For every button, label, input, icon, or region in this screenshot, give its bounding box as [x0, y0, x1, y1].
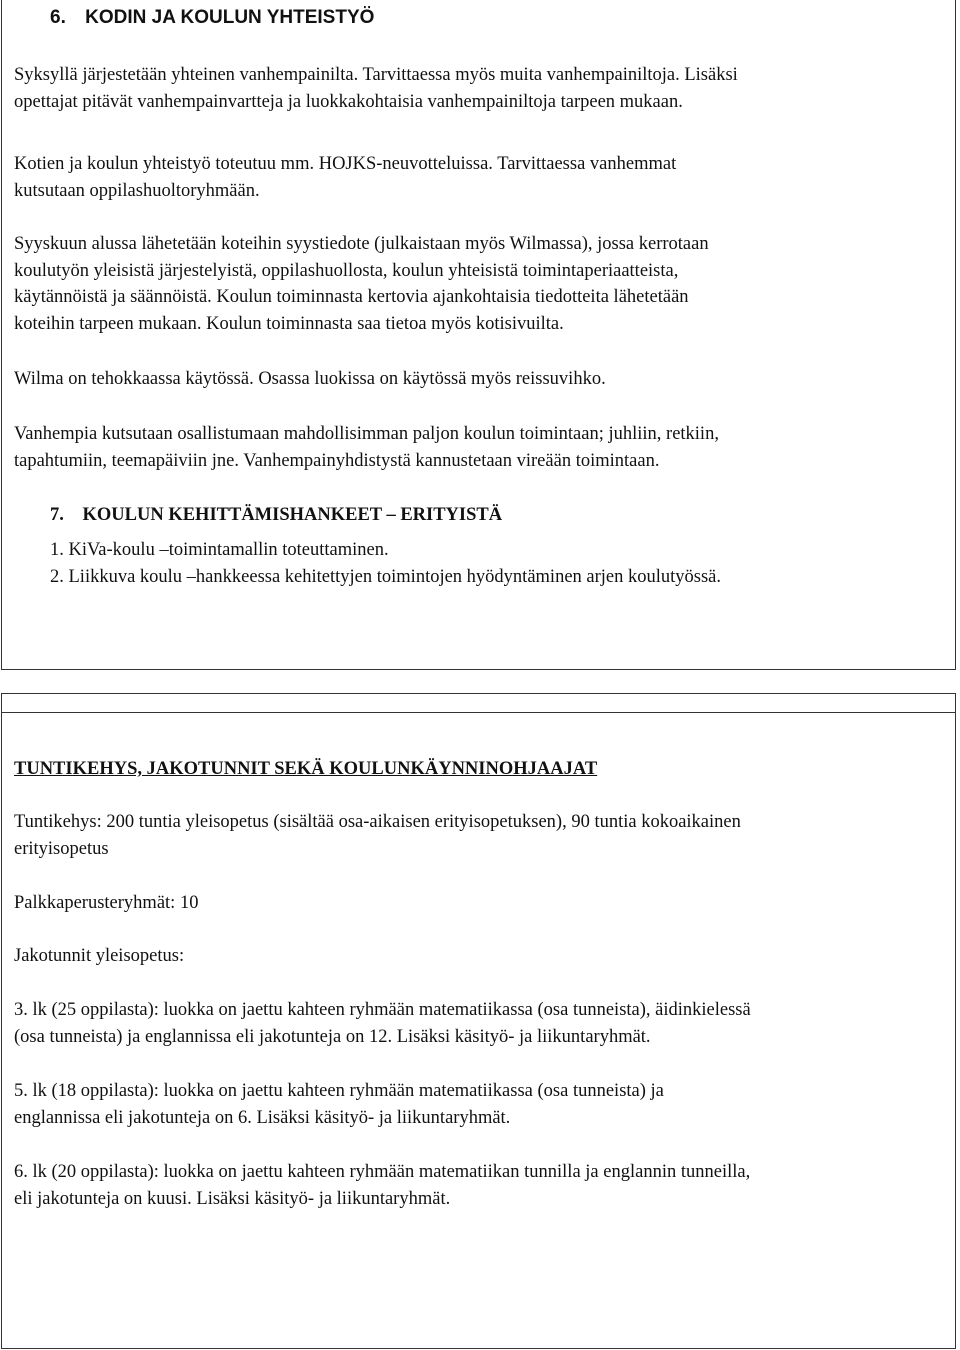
section-7-number: 7.: [50, 505, 64, 525]
text-line: 6. lk (20 oppilasta): luokka on jaettu kahteen ryhmään matematiikan tunnilla ja englannin tunneilla,: [14, 1162, 751, 1182]
list-item: 1. KiVa-koulu –toimintamallin toteuttaminen.: [50, 540, 389, 560]
section-6-heading: [50, 5, 374, 32]
section-7-list: [50, 537, 721, 590]
jakotunnit-label: Jakotunnit yleisopetus:: [14, 946, 185, 966]
palkkaperusteryhmat: Palkkaperusteryhmät: 10: [14, 893, 199, 913]
list-item: 2. Liikkuva koulu –hankkeessa kehitettyjen toimintojen hyödyntäminen arjen koulutyössä.: [50, 566, 722, 587]
text-line: koteihin tarpeen mukaan. Koulun toiminnasta saa tietoa myös kotisivuilta.: [14, 313, 564, 334]
text-line: tapahtumiin, teemapäiviin jne. Vanhempainyhdistystä kannustetaan vireään toimintaan.: [14, 450, 660, 471]
text-line: (osa tunneista) ja englannissa eli jakotunteja on 12. Lisäksi käsityö- ja liikuntaryhmät.: [14, 1026, 651, 1047]
class-3-jakotunnit: [14, 997, 751, 1050]
text-line: 5. lk (18 oppilasta): luokka on jaettu kahteen ryhmään matematiikassa (osa tunneista) ja: [14, 1081, 664, 1101]
paragraph-vanhempainilta: [14, 62, 738, 115]
text-line: Wilma on tehokkaassa käytössä. Osassa luokissa on käytössä myös reissuvihko.: [14, 369, 606, 389]
text-line: Syksyllä järjestetään yhteinen vanhempainilta. Tarvittaessa myös muita vanhempainiltoja. Lisäksi: [14, 65, 738, 85]
section-6-number: 6.: [50, 7, 66, 28]
text-line: käytännöistä ja säännöistä. Koulun toiminnasta kertovia ajankohtaisia tiedotteita lähetetään: [14, 287, 689, 307]
text-line: Vanhempia kutsutaan osallistumaan mahdollisimman paljon koulun toimintaan; juhliin, retkiin,: [14, 424, 719, 444]
class-5-jakotunnit: [14, 1078, 664, 1131]
paragraph-syystiedote: [14, 231, 709, 337]
paragraph-tuntikehys: [14, 809, 741, 862]
section-6-title: KODIN JA KOULUN YHTEISTYÖ: [85, 7, 375, 28]
text-line: kutsutaan oppilashuoltoryhmään.: [14, 180, 260, 201]
paragraph-vanhempia: [14, 421, 719, 474]
text-line: eli jakotunteja on kuusi. Lisäksi käsityö- ja liikuntaryhmät.: [14, 1188, 451, 1209]
section-7-heading: [50, 502, 502, 529]
text-line: 3. lk (25 oppilasta): luokka on jaettu kahteen ryhmään matematiikassa (osa tunneista), äidinkielessä: [14, 1000, 751, 1020]
text-line: koulutyön yleisistä järjestelyistä, oppilashuollosta, koulun yhteisistä toimintaperiaatteista,: [14, 260, 679, 281]
section-box-header-strip: [1, 693, 956, 713]
text-line: opettajat pitävät vanhempainvartteja ja luokkakohtaisia vanhempainiltoja tarpeen mukaan.: [14, 91, 683, 112]
text-line: Kotien ja koulun yhteistyö toteutuu mm. HOJKS-neuvotteluissa. Tarvittaessa vanhemmat: [14, 154, 677, 174]
paragraph-hojks: [14, 151, 676, 204]
text-line: Tuntikehys: 200 tuntia yleisopetus (sisältää osa-aikaisen erityisopetuksen), 90 tuntia kokoaikainen: [14, 812, 741, 832]
text-line: erityisopetus: [14, 838, 109, 859]
section-7-title: KOULUN KEHITTÄMISHANKEET – ERITYISTÄ: [82, 505, 503, 525]
class-6-jakotunnit: [14, 1159, 750, 1212]
tuntikehys-heading: TUNTIKEHYS, JAKOTUNNIT SEKÄ KOULUNKÄYNNINOHJAAJAT: [14, 759, 598, 779]
text-line: Syyskuun alussa lähetetään koteihin syystiedote (julkaistaan myös Wilmassa), jossa kerrotaan: [14, 234, 709, 254]
paragraph-wilma: [14, 366, 606, 393]
text-line: englannissa eli jakotunteja on 6. Lisäksi käsityö- ja liikuntaryhmät.: [14, 1107, 511, 1128]
